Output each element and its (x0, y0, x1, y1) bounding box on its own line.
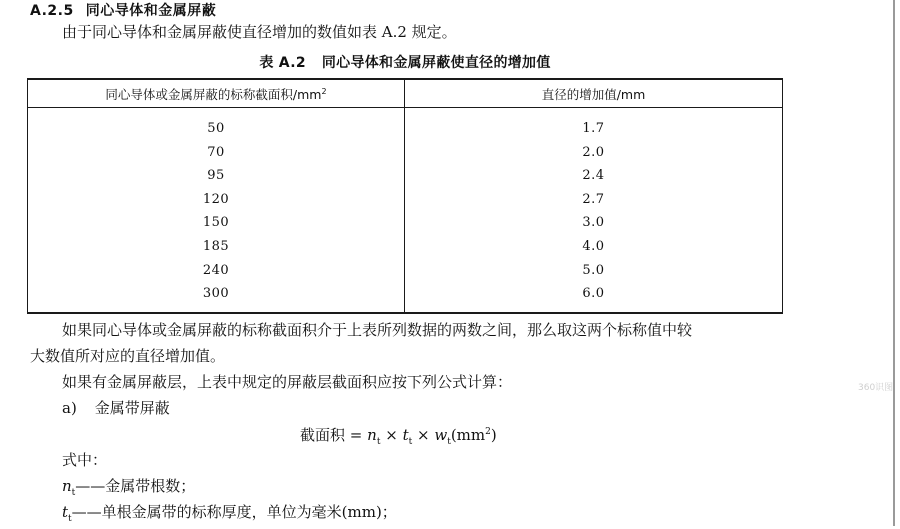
item-a-text: 金属带屏蔽 (94, 399, 170, 417)
formula-unit: (mm (450, 426, 486, 444)
page-edge-border (893, 0, 895, 526)
formula-w-sub: t (447, 437, 451, 447)
table-row (28, 121, 782, 145)
cell-area: 185 (202, 238, 230, 254)
definition-n-text: ——金属带根数； (75, 477, 196, 495)
cell-area: 50 (207, 121, 225, 136)
cell-increase: 2.7 (582, 191, 605, 207)
intro-paragraph: 由于同心导体和金属屏蔽使直径增加的数值如表 A.2 规定。 (62, 23, 457, 41)
cell-increase: 6.0 (582, 286, 605, 302)
increase-table (27, 78, 783, 314)
formula-t-sub: t (408, 437, 413, 447)
cell-area: 70 (207, 144, 225, 160)
interpolation-paragraph-line2: 大数值所对应的直径增加值。 (30, 347, 226, 365)
formula-unit-close: ) (490, 426, 497, 444)
definition-t-symbol (62, 503, 72, 524)
table-row (28, 192, 782, 216)
cell-increase: 4.0 (582, 238, 605, 254)
cell-area: 120 (202, 191, 230, 207)
cell-increase: 3.0 (582, 215, 605, 231)
formula-lhs: 截面积 (300, 426, 346, 444)
section-number: A.2.5 (30, 3, 74, 19)
definition-n-symbol (62, 477, 76, 498)
table-header-area-text: 同心导体或金属屏蔽的标称截面积/mm (105, 87, 322, 102)
definition-t-sub: t (68, 514, 72, 524)
table-body (28, 121, 782, 310)
definition-n (62, 476, 195, 503)
definition-t-letter: t (62, 503, 69, 521)
section-heading (30, 0, 216, 20)
definition-t (62, 502, 397, 529)
table-header-divider (28, 107, 782, 108)
table-row (28, 239, 782, 263)
formula-unit-sup: 2 (485, 427, 491, 437)
section-title: 同心导体和金属屏蔽 (85, 3, 217, 19)
definition-t-text: ——单根金属带的标称厚度，单位为毫米(mm)； (71, 503, 397, 521)
item-a (62, 398, 170, 418)
table-row (28, 263, 782, 287)
interpolation-paragraph-line1: 如果同心导体或金属屏蔽的标称截面积介于上表所列数据的两数之间，那么取这两个标称值中较 (62, 321, 693, 339)
formula-n: n (367, 426, 377, 444)
cell-increase: 5.0 (582, 262, 605, 278)
table-row (28, 215, 782, 239)
table-row (28, 286, 782, 310)
table-header-increase: 直径的增加值/mm (541, 87, 646, 102)
cell-area: 150 (202, 215, 230, 231)
formula-tape-shield: 截面积 = $n_t \times t_t \times w_t(mm^2)$ (300, 426, 497, 447)
table-row (28, 145, 782, 169)
shield-paragraph: 如果有金属屏蔽层，上表中规定的屏蔽层截面积应按下列公式计算： (62, 373, 513, 391)
definition-n-letter: n (62, 477, 72, 495)
table-caption-number: 表 A.2 (259, 55, 306, 71)
table-header-area-sup: 2 (321, 86, 327, 96)
where-label: 式中： (62, 451, 108, 469)
table-row (28, 168, 782, 192)
table-header-area (28, 85, 404, 103)
formula-t: t (402, 426, 409, 444)
item-a-label: a) (62, 399, 77, 417)
cell-increase: 1.7 (582, 121, 605, 136)
cell-increase: 2.4 (582, 168, 605, 184)
cell-area: 300 (202, 286, 230, 302)
formula-w: w (434, 426, 448, 444)
cell-area: 95 (207, 168, 225, 184)
cell-increase: 2.0 (582, 144, 605, 160)
table-caption (0, 52, 810, 72)
formula-n-sub: t (376, 437, 381, 447)
table-caption-title: 同心导体和金属屏蔽使直径的增加值 (321, 55, 551, 71)
cell-area: 240 (202, 262, 230, 278)
definition-n-sub: t (71, 488, 76, 498)
watermark: 360识图 (858, 383, 894, 393)
